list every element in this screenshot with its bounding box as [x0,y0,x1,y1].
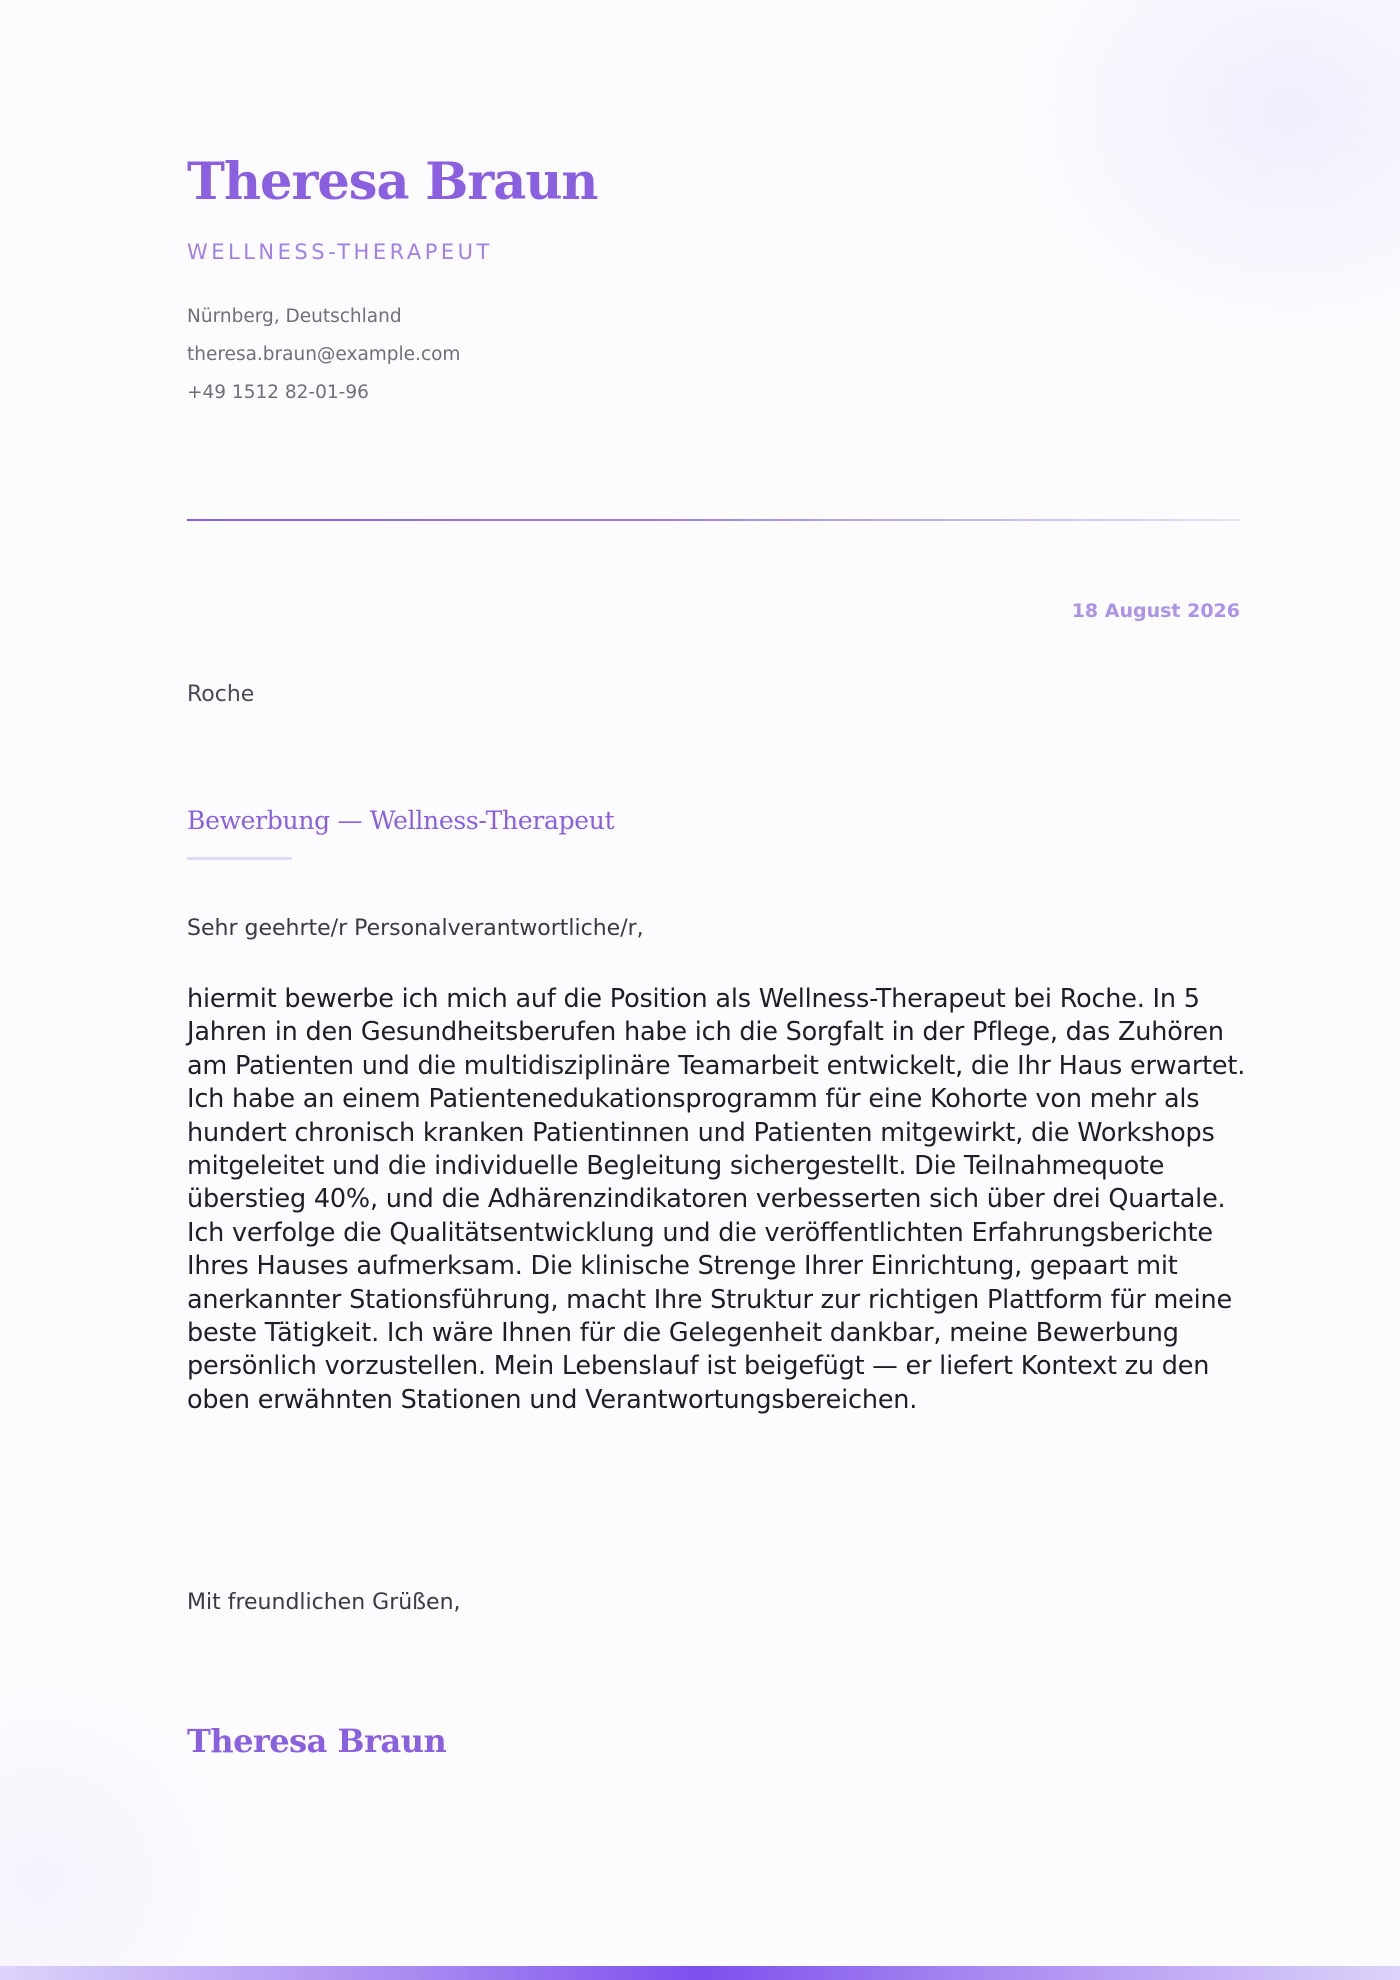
letter-subject: Bewerbung — Wellness-Therapeut [187,806,615,835]
closing: Mit freundlichen Grüßen, [187,1590,461,1615]
contact-block [187,303,460,417]
contact-email: theresa.braun@example.com [187,344,461,365]
salutation: Sehr geehrte/r Personalverantwortliche/r, [187,916,644,941]
subject-underline [187,857,292,860]
contact-location: Nürnberg, Deutschland [187,306,402,327]
letter-date: 18 August 2026 [1071,600,1240,622]
footer-accent-bar [0,1966,1400,1980]
recipient-company: Roche [187,682,255,707]
signature: Theresa Braun [187,1722,447,1760]
letter-body: hiermit bewerbe ich mich auf die Position als Wellness-Therapeut bei Roche. In 5 Jahren in den Gesundheitsberufen habe ich die Sorgfalt in der Pflege, das Zuhören am Patienten und die multidisziplinäre Teamarbeit entwickelt, die Ihr Haus erwartet. Ich habe an einem Patientenedukationsprogramm für eine Kohorte von mehr als hundert chronisch kranken Patientinnen und Patienten mitgewirkt, die Workshops mitgeleitet und die individuelle Begleitung sichergestellt. Die Teilnahmequote überstieg 40%, und die Adhärenzindikatoren verbesserten sich über drei Quartale. Ich verfolge die Qualitätsentwicklung und die veröffentlichten Erfahrungsberichte Ihres Hauses aufmerksam. Die klinische Strenge Ihrer Einrichtung, gepaart mit anerkannter Stationsführung, macht Ihre Struktur zur richtigen Plattform für meine beste Tätigkeit. Ich wäre Ihnen für die Gelegenheit dankbar, meine Bewerbung persönlich vorzustellen. Mein Lebenslauf ist beigefügt — er liefert Kontext zu den oben erwähnten Stationen und Verantwortungsbereichen. [187,984,1246,1415]
header-divider [187,519,1240,521]
job-title: WELLNESS-THERAPEUT [187,240,493,264]
contact-phone: +49 1512 82-01-96 [187,382,369,403]
applicant-name: Theresa Braun [187,152,598,212]
